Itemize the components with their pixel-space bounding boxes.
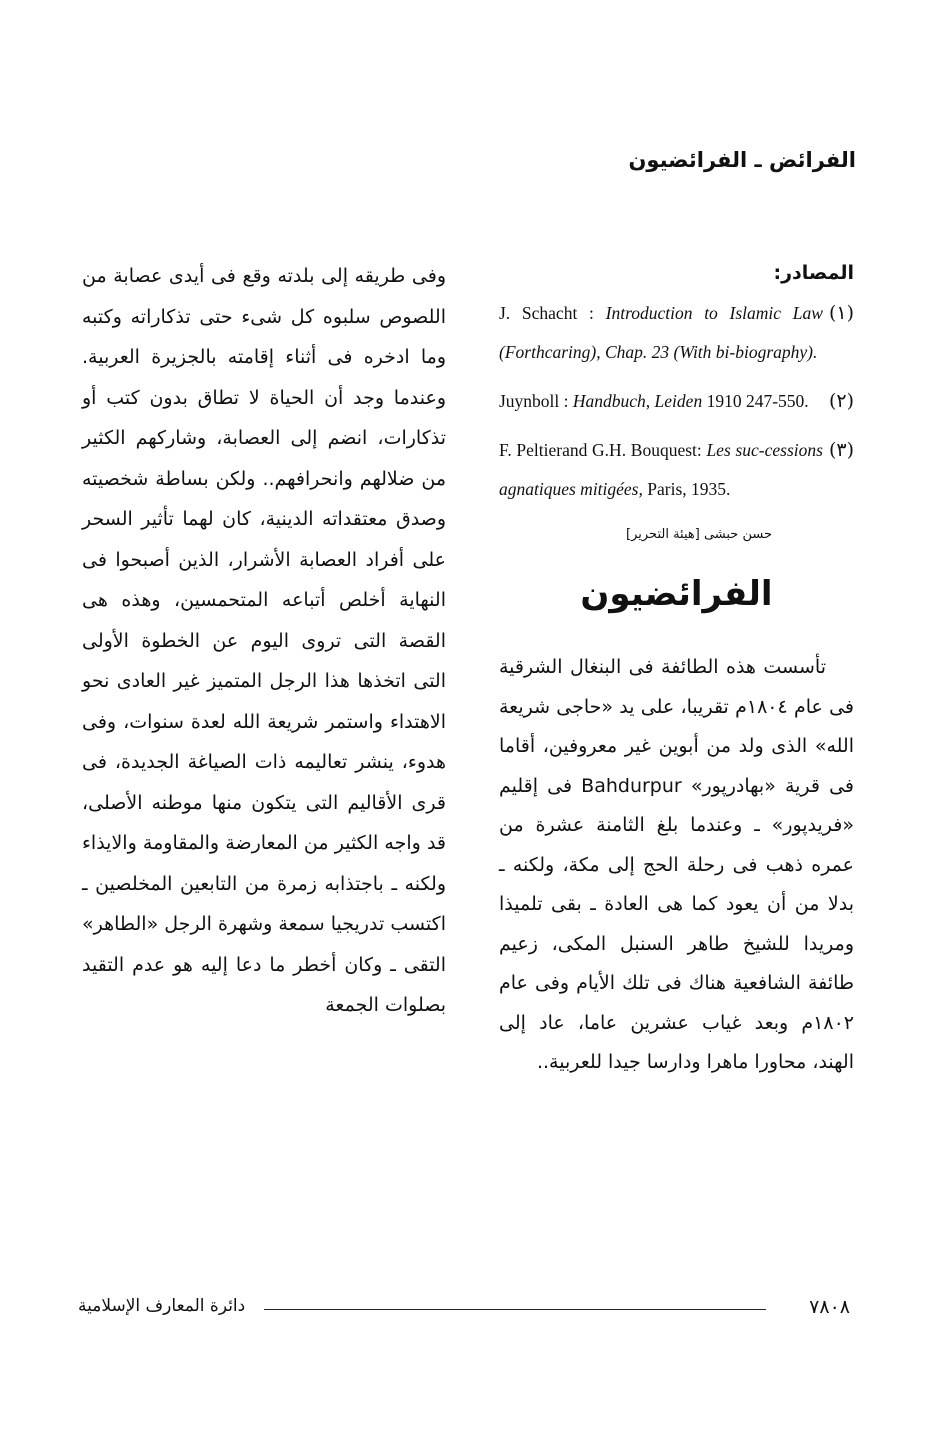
reference-title: Introduction to Islamic Law (Forthcaring), Chap. 23 (With bi-biography). xyxy=(499,303,823,362)
reference-text xyxy=(499,382,823,421)
reference-number: (٣) xyxy=(828,439,854,461)
reference-details: 1910 247-550. xyxy=(702,391,809,411)
reference-author: J. Schacht : xyxy=(499,303,606,323)
running-title: الفرائض ـ الفرائضيون xyxy=(628,148,856,172)
reference-title: Handbuch, Leiden xyxy=(572,391,703,411)
continuation-paragraph: وفى طريقه إلى بلدته وقع فى أيدى عصابة من اللصوص سلبوه كل شىء حتى تذكاراته وكتبه وما ادخره فى أثناء إقامته بالجزيرة العربية. وعندما وجد أن الحياة لا تطاق بدون كتب أو تذكارات، انضم إلى العصابة، وشاركهم الكثير من ضلالهم وانحرافهم.. ولكن بساطة شخصيته وصدق معتقداته الدينية، كان لهما تأثير السحر على أفراد العصابة الأشرار، الذين أصبحوا فى النهاية أخلص أتباعه المتحمسين، وهذه هى القصة التى تروى اليوم عن الخطوة الأولى التى اتخذها هذا الرجل المتميز غير العادى نحو الاهتداء واستمر شريعة الله لعدة سنوات، وفى هدوء، ينشر تعاليمه ذات الصياغة الجديدة، فى قرى الأقاليم التى يتكون منها موطنه الأصلى، قد واجه الكثير من المعارضة والمقاومة والايذاء ولكنه ـ باجتذابه زمرة من التابعين المخلصين ـ اكتسب تدريجيا سمعة وشهرة الرجل «الطاهر» التقى ـ وكان أخطر ما دعا إليه هو عدم التقيد بصلوات الجمعة xyxy=(82,265,446,1016)
journal-name: دائرة المعارف الإسلامية xyxy=(78,1296,246,1316)
reference-text xyxy=(499,294,823,372)
reference-author: F. Peltierand G.H. Bouquest: xyxy=(499,440,707,460)
reference-author: Juynboll : xyxy=(499,391,573,411)
left-column xyxy=(82,256,446,1026)
reference-item xyxy=(499,431,854,509)
reference-number: (١) xyxy=(828,302,854,324)
reference-text xyxy=(499,431,823,509)
author-signature: حسن حبشى [هيئة التحرير] xyxy=(626,527,772,542)
right-column xyxy=(499,262,854,1083)
article-paragraph xyxy=(499,648,854,1083)
reference-title: Les suc-cessions agnatiques mitigées, xyxy=(499,440,823,499)
article-title: الفرائضيون xyxy=(580,574,773,614)
reference-item xyxy=(499,382,854,421)
footer-rule xyxy=(264,1309,766,1310)
article-paragraph-text: تأسست هذه الطائفة فى البنغال الشرقية فى عام ١٨٠٤م تقريبا، على يد «حاجى شريعة الله» الذى ولد من أبوين غير معروفين، أقاما فى قرية «بهادرپور» Bahdurpur فى إقليم «فريدپور» ـ وعندما بلغ الثامنة عشرة من عمره ذهب فى رحلة الحج إلى مكة، ولكنه ـ بدلا من أن يعود كما هى العادة ـ بقى تلميذا ومريدا للشيخ طاهر السنبل المكى، زعيم طائفة الشافعية هناك فى تلك الأيام وفى عام ١٨٠٢م وبعد غياب عشرين عاما، عاد إلى الهند، محاورا ماهرا ودارسا جيدا للعربية.. xyxy=(499,656,855,1073)
reference-number: (٢) xyxy=(828,390,854,412)
page-number: ٧٨٠٨ xyxy=(809,1296,850,1318)
reference-item xyxy=(499,294,854,372)
sources-heading: المصادر: xyxy=(773,262,854,284)
reference-details: Paris, 1935. xyxy=(642,479,731,499)
page-footer xyxy=(78,1296,850,1326)
